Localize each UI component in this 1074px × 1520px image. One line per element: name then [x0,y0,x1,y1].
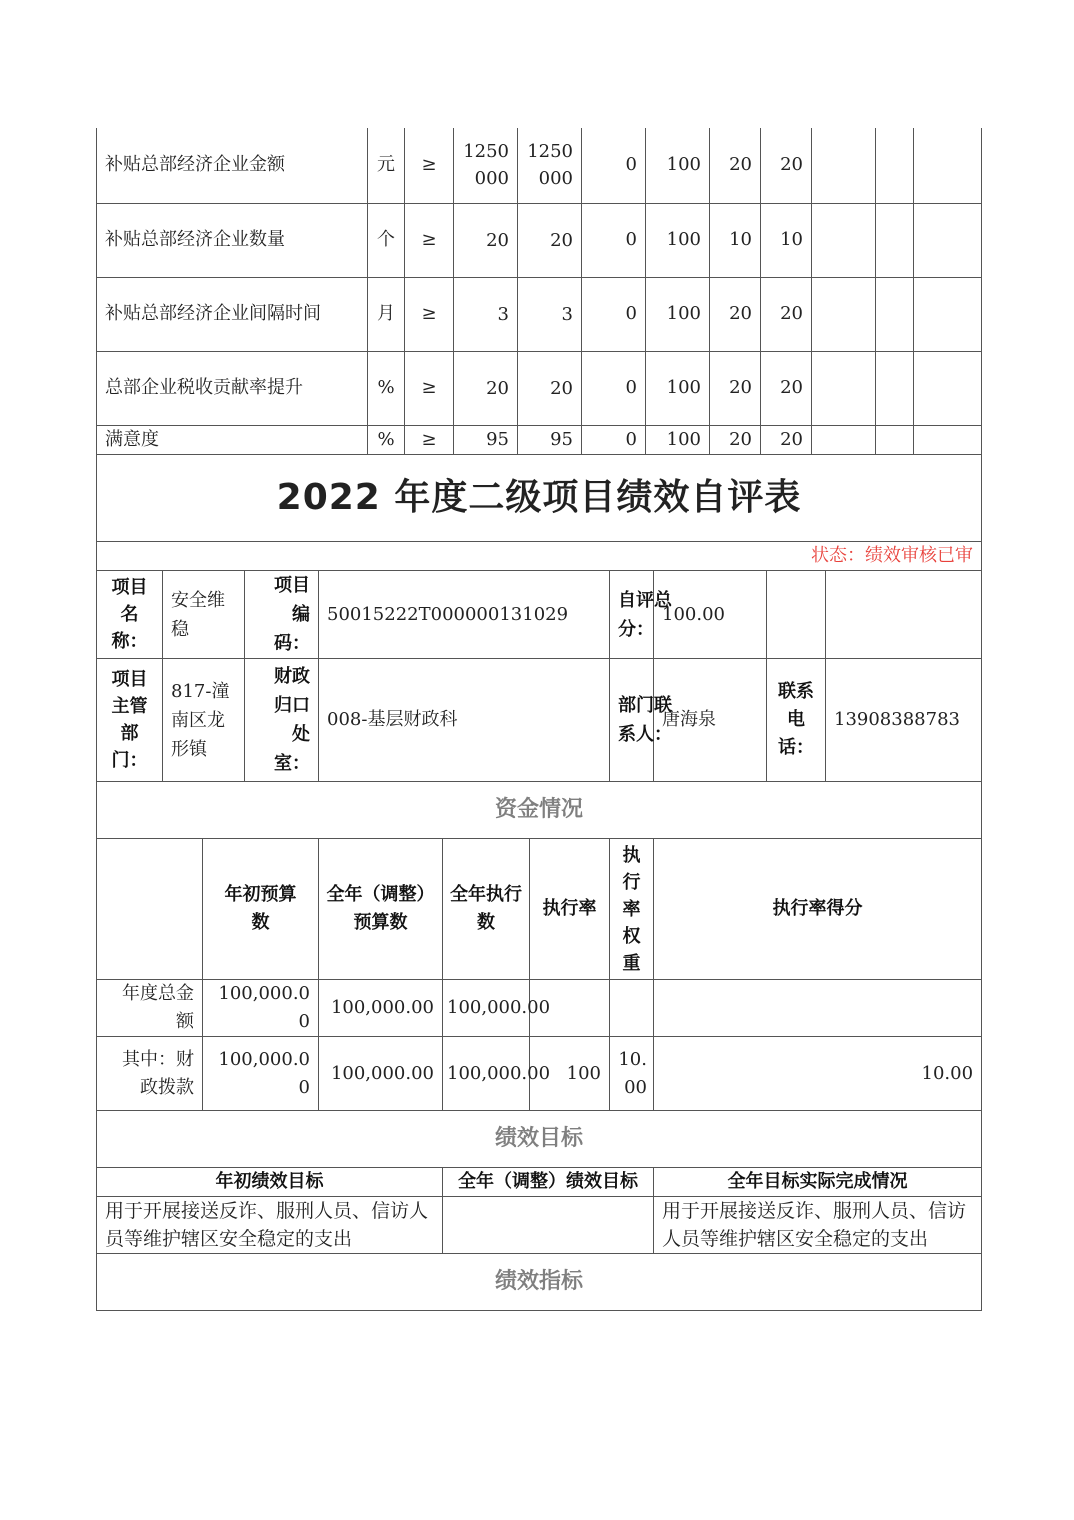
funds-header-weight: 执行率权重 [610,839,654,980]
indicator-operator: ≥ [405,128,454,203]
empty-cell [914,203,982,277]
indicator-target: 1250000 [454,128,518,203]
empty-cell [876,277,914,351]
indicator-target: 95 [454,425,518,454]
indicator-row [97,203,982,277]
indicator-name: 补贴总部经济企业金额 [97,128,368,203]
contact-value: 唐海泉 [654,659,767,782]
project-code-value: 50015222T000000131029 [319,571,610,659]
empty-cell [914,425,982,454]
phone-value: 13908388783 [826,659,982,782]
funds-score [654,980,982,1037]
finance-value: 008-基层财政科 [319,659,610,782]
indicator-name: 总部企业税收贡献率提升 [97,351,368,425]
funds-initial: 100,000.00 [203,980,319,1037]
indicator-unit: % [368,351,405,425]
dept-label: 项目主管部门： [97,659,163,782]
indicator-operator: ≥ [405,425,454,454]
funds-executed: 100,000.00 [443,980,530,1037]
empty-cell [812,351,876,425]
finance-label: 财政归口处室： [245,659,319,782]
funds-header-initial: 年初预算数 [203,839,319,980]
indicator-weight: 20 [710,277,761,351]
project-name-value: 安全维稳 [163,571,245,659]
empty-cell [876,425,914,454]
empty-cell [914,128,982,203]
indicator-score: 10 [761,203,812,277]
funds-row-label: 年度总金额 [97,980,203,1037]
project-code-label: 项目编码： [245,571,319,659]
indicator-deviation: 0 [582,128,646,203]
indicator-rate: 100 [646,277,710,351]
funds-header-adjusted: 全年（调整）预算数 [319,839,443,980]
indicator-weight: 20 [710,425,761,454]
indicator-row [97,277,982,351]
empty-cell [876,203,914,277]
indicator-actual: 3 [518,277,582,351]
empty-cell [876,128,914,203]
goals-header-initial: 年初绩效目标 [97,1168,443,1197]
indicator-operator: ≥ [405,277,454,351]
indicator-rate: 100 [646,128,710,203]
indicator-score: 20 [761,351,812,425]
funds-adjusted: 100,000.00 [319,1037,443,1111]
goals-section-heading: 绩效目标 [97,1111,982,1168]
indicator-rate: 100 [646,425,710,454]
indicator-operator: ≥ [405,351,454,425]
indicator-weight: 20 [710,351,761,425]
indicator-name: 补贴总部经济企业数量 [97,203,368,277]
goals-header-actual: 全年目标实际完成情况 [654,1168,982,1197]
goals-header-adjusted: 全年（调整）绩效目标 [443,1168,654,1197]
funds-executed: 100,000.00 [443,1037,530,1111]
empty-cell [767,571,826,659]
self-score-value: 100.00 [654,571,767,659]
self-evaluation-form [96,454,982,1311]
status-badge: 状态：绩效审核已审 [97,542,982,571]
goals-actual: 用于开展接送反诈、服刑人员、信访人员等维护辖区安全稳定的支出 [654,1197,982,1254]
indicator-rate: 100 [646,203,710,277]
indicator-deviation: 0 [582,203,646,277]
funds-header-rate: 执行率 [530,839,610,980]
indicator-weight: 10 [710,203,761,277]
funds-section-heading: 资金情况 [97,782,982,839]
indicator-actual: 1250000 [518,128,582,203]
indicators-section-heading: 绩效指标 [97,1254,982,1311]
self-score-label: 自评总分： [610,571,654,659]
empty-cell [812,277,876,351]
indicator-unit: 月 [368,277,405,351]
indicator-name: 满意度 [97,425,368,454]
empty-cell [914,351,982,425]
indicator-target: 20 [454,203,518,277]
funds-weight: 10.00 [610,1037,654,1111]
indicator-score: 20 [761,128,812,203]
indicator-unit: % [368,425,405,454]
empty-cell [812,128,876,203]
funds-header-executed: 全年执行数 [443,839,530,980]
empty-cell [876,351,914,425]
indicator-weight: 20 [710,128,761,203]
funds-weight [610,980,654,1037]
funds-adjusted: 100,000.00 [319,980,443,1037]
indicator-rate: 100 [646,351,710,425]
indicator-deviation: 0 [582,351,646,425]
indicator-row [97,351,982,425]
funds-score: 10.00 [654,1037,982,1111]
indicator-deviation: 0 [582,425,646,454]
indicator-deviation: 0 [582,277,646,351]
indicator-actual: 20 [518,203,582,277]
dept-value: 817-潼南区龙形镇 [163,659,245,782]
indicator-table [96,128,982,455]
indicator-actual: 20 [518,351,582,425]
empty-cell [826,571,982,659]
empty-cell [97,839,203,980]
funds-rate: 100 [530,1037,610,1111]
goals-adjusted [443,1197,654,1254]
project-name-label: 项目名称： [97,571,163,659]
indicator-row [97,425,982,454]
indicator-unit: 元 [368,128,405,203]
funds-header-score: 执行率得分 [654,839,982,980]
indicator-operator: ≥ [405,203,454,277]
indicator-name: 补贴总部经济企业间隔时间 [97,277,368,351]
empty-cell [812,203,876,277]
indicator-unit: 个 [368,203,405,277]
contact-label: 部门联系人： [610,659,654,782]
funds-initial: 100,000.00 [203,1037,319,1111]
indicator-score: 20 [761,277,812,351]
form-title: 2022 年度二级项目绩效自评表 [97,455,982,542]
indicator-actual: 95 [518,425,582,454]
indicator-score: 20 [761,425,812,454]
indicator-target: 3 [454,277,518,351]
goals-initial: 用于开展接送反诈、服刑人员、信访人员等维护辖区安全稳定的支出 [97,1197,443,1254]
funds-row-label: 其中：财政拨款 [97,1037,203,1111]
phone-label: 联系电话： [767,659,826,782]
indicator-target: 20 [454,351,518,425]
empty-cell [914,277,982,351]
empty-cell [812,425,876,454]
indicator-row [97,128,982,203]
